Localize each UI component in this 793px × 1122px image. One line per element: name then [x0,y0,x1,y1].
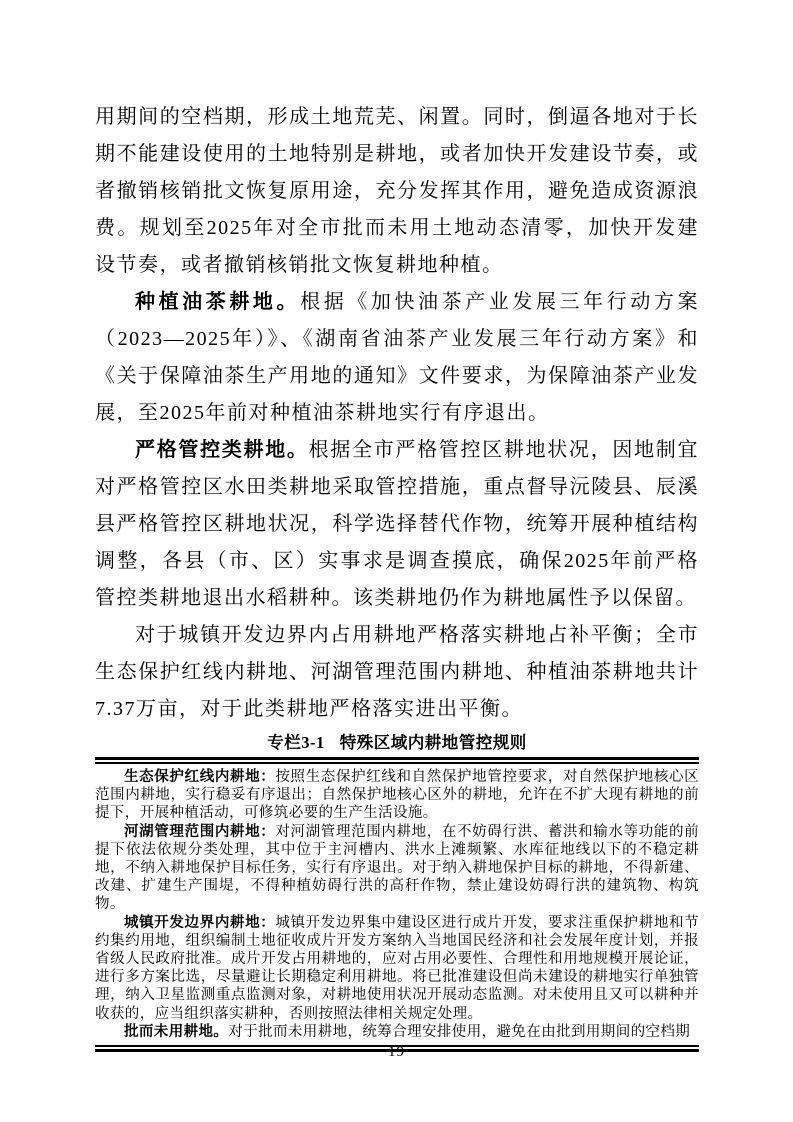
panel-body [95,764,699,1041]
body-text-block [95,99,699,728]
paragraph-text: 根据《加快油茶产业发展三年行动方案（2023—2025年）》、《湖南省油茶产业发展三年行动方案》和《关于保障油茶生产用地的通知》文件要求，为保障油茶产业发展，至2025年前对种植油茶耕地实行有序退出。 [95,291,700,424]
special-zone-panel [95,731,699,1052]
panel-title [95,731,699,755]
paragraph-text: 对于城镇开发边界内占用耕地严格落实耕地占补平衡；全市生态保护红线内耕地、河湖管理范围内耕地、种植油茶耕地共计7.37万亩，对于此类耕地严格落实进出平衡。 [95,624,699,720]
panel-paragraph [95,1023,699,1041]
paragraph-lead: 城镇开发边界内耕地： [124,914,276,931]
body-paragraph [95,432,699,617]
panel-paragraph [95,823,699,914]
body-paragraph [95,284,699,432]
paragraph-text: 城镇开发边界集中建设区进行成片开发，要求注重保护耕地和节约集约用地，组织编制土地征收成片开发方案纳入当地国民经济和社会发展年度计划，并报省级人民政府批准。成片开发占用耕地的，应对占用必要性、合理性和用地规模开展论证，进行多方案比选，尽量避让长期稳定利用耕地。将已批准建设但尚未建设的耕地实行单独管理，纳入卫星监测重点监测对象，对耕地使用状况开展动态监测。对未使用且又可以耕种并收获的，应当组织落实耕种，否则按照法律相关规定处理。 [95,914,700,1022]
paragraph-text: 根据全市严格管控区耕地状况，因地制宜对严格管控区水田类耕地采取管控措施，重点督导沅陵县、辰溪县严格管控区耕地状况，科学选择替代作物，统筹开展种植结构调整，各县（市、区）实事求是调查摸底，确保2025年前严格管控类耕地退出水稻耕种。该类耕地仍作为耕地属性予以保留。 [95,439,700,609]
paragraph-text: 用期间的空档期，形成土地荒芜、闲置。同时，倒逼各地对于长期不能建设使用的土地特别是耕地，或者加快开发建设节奏，或者撤销核销批文恢复原用途，充分发挥其作用，避免造成资源浪费。规划至2025年对全市批而未用土地动态清零，加快开发建设节奏，或者撤销核销批文恢复耕地种植。 [95,106,699,276]
paragraph-text: 对河湖管理范围内耕地，在不妨碍行洪、蓄洪和输水等功能的前提下依法依规分类处理，其中位于主河槽内、洪水上滩频繁、水库征地线以下的不稳定耕地，不纳入耕地保护目标任务，实行有序退出。对于纳入耕地保护目标的耕地，不得新建、改建、扩建生产围堤，不得种植妨碍行洪的高秆作物，禁止建设妨碍行洪的建筑物、构筑物。 [95,823,700,913]
body-paragraph [95,617,699,728]
paragraph-lead: 河湖管理范围内耕地： [124,823,276,840]
panel-paragraph [95,914,699,1023]
panel-top-rule [95,757,699,764]
paragraph-lead: 严格管控类耕地。 [135,439,309,461]
paragraph-text: 按照生态保护红线和自然保护地管控要求，对自然保护地核心区范围内耕地，实行稳妥有序退出；自然保护地核心区外的耕地，允许在不扩大现有耕地的前提下，开展种植活动，可修筑必要的生产生活设施。 [95,769,700,822]
panel-paragraph [95,768,699,823]
panel-title-label: 专栏3-1 [267,733,325,752]
panel-title-text: 特殊区域内耕地管控规则 [339,733,527,752]
paragraph-lead: 种植油茶耕地。 [135,291,301,313]
body-paragraph [95,99,699,284]
page-number: 19 [388,1044,405,1060]
paragraph-lead: 批而未用耕地。 [124,1023,229,1040]
paragraph-lead: 生态保护红线内耕地： [124,769,276,785]
paragraph-text: 对于批而未用耕地，统筹合理安排使用，避免在由批到用期间的空档期 [228,1023,691,1040]
